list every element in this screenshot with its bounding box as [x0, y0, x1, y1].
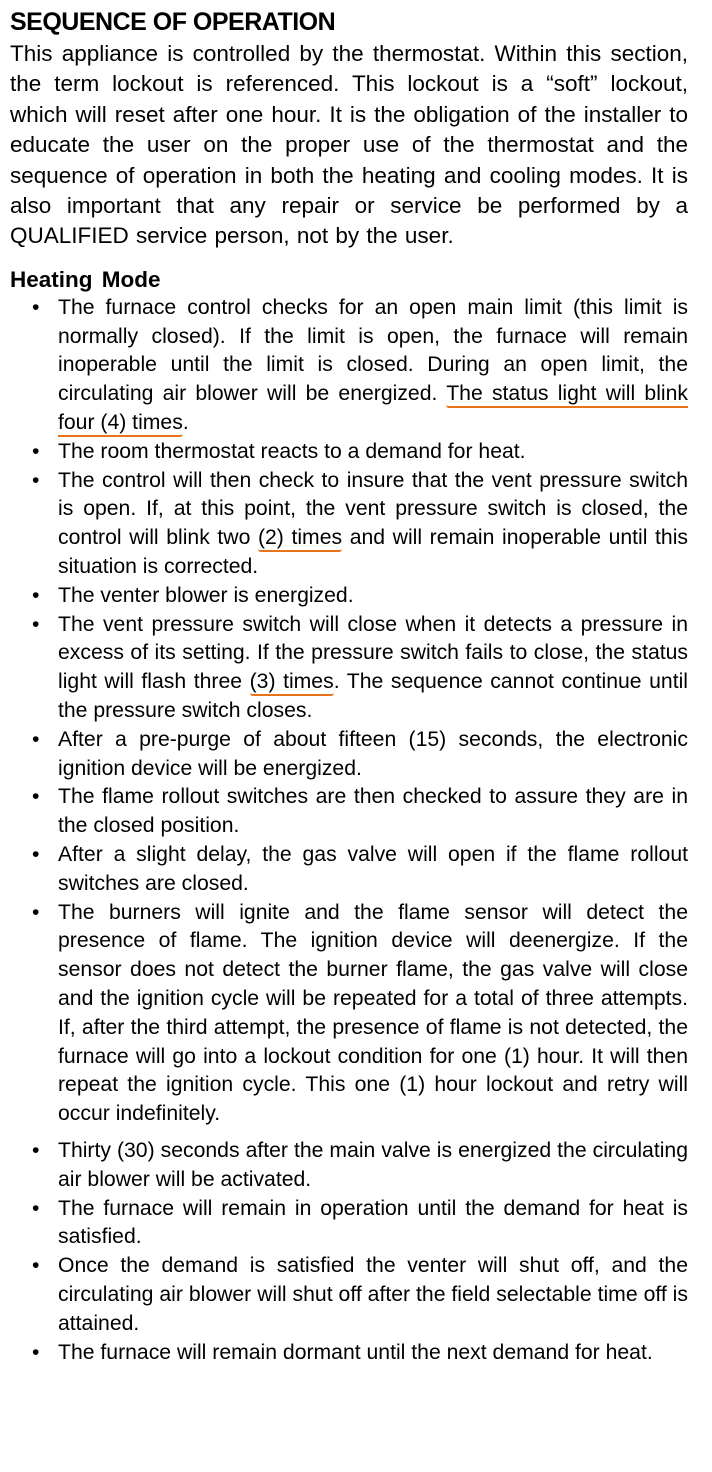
- heating-step-item: [10, 1137, 688, 1195]
- section-title: SEQUENCE OF OPERATION: [10, 8, 336, 36]
- bullet-icon: •: [32, 785, 40, 809]
- heating-step-item: [10, 294, 688, 438]
- step-text-continued: . The sequence cannot continue until the pressure switch closes.: [58, 670, 689, 722]
- bullet-icon: •: [32, 295, 40, 319]
- step-text-continued: and will remain inoperable until this situation is corrected.: [58, 526, 689, 579]
- heating-step-item: [10, 611, 688, 726]
- highlighted-blink-code: The status light will blink four (4) times: [58, 382, 688, 437]
- step-text: Once the demand is satisfied the venter will shut off, and the circulating air blower will shut off after the field selectable time off is attained.: [58, 1254, 688, 1335]
- bullet-icon: •: [32, 1340, 40, 1364]
- heating-step-item: [10, 726, 688, 784]
- bullet-icon: •: [32, 583, 40, 607]
- bullet-icon: •: [32, 1138, 40, 1162]
- heating-step-item: [10, 899, 688, 1129]
- step-text: The burners will ignite and the flame sensor will detect the presence of flame. The ignition device will deenergize. If the sensor does not detect the burner flame, the gas valve will close and the ignition cycle will be repeated for a total of three attempts. If, after the third attempt, the presence of flame is not detected, the furnace will go into a lockout condition for one (1) hour. It will then repeat the ignition cycle. This one (1) hour lockout and retry will occur indefinitely.: [58, 900, 688, 1126]
- bullet-icon: •: [32, 900, 40, 924]
- heating-step-item: [10, 1339, 688, 1368]
- step-text: Thirty (30) seconds after the main valve is energized the circulating air blower will be activated.: [58, 1138, 688, 1191]
- step-text-continued: .: [182, 411, 189, 435]
- intro-paragraph: This appliance is controlled by the thermostat. Within this section, the term lockout is referenced. This lockout is a “soft” lockout, which will reset after one hour. It is the obligation of the installer to educate the user on the proper use of the thermostat and the sequence of operation in both the heating and cooling modes. It is also important that any repair or service be performed by a QUALIFIED service person, not by the user.: [10, 41, 688, 249]
- bullet-icon: •: [32, 1254, 40, 1278]
- step-text: The room thermostat reacts to a demand for heat.: [58, 439, 526, 463]
- heating-step-item: [10, 783, 688, 841]
- step-text: The venter blower is energized.: [58, 583, 354, 607]
- bullet-icon: •: [32, 468, 40, 492]
- highlighted-blink-code: (3) times: [250, 670, 334, 696]
- heating-step-item: [10, 582, 688, 611]
- step-text: The flame rollout switches are then checked to assure they are in the closed position.: [58, 785, 688, 838]
- heating-step-item: [10, 1252, 688, 1338]
- heating-step-item: [10, 1195, 688, 1253]
- heating-step-item: [10, 467, 688, 582]
- bullet-icon: •: [32, 612, 40, 636]
- step-text: The furnace will remain dormant until the next demand for heat.: [58, 1340, 653, 1364]
- highlighted-blink-code: (2) times: [258, 526, 342, 552]
- heating-step-item: [10, 841, 688, 899]
- document-page: [10, 0, 688, 1367]
- heating-mode-steps-list: [10, 294, 688, 1367]
- bullet-icon: •: [32, 727, 40, 751]
- heating-step-item: [10, 438, 688, 467]
- step-text: The furnace control checks for an open main limit (this limit is normally closed). If the limit is open, the furnace will remain inoperable until the limit is closed. During an open limit, the circulating air blower will be energized.: [58, 295, 688, 406]
- step-text: The furnace will remain in operation until the demand for heat is satisfied.: [58, 1196, 688, 1249]
- step-text: After a pre-purge of about fifteen (15) seconds, the electronic ignition device will be energized.: [58, 727, 688, 780]
- bullet-icon: •: [32, 842, 40, 866]
- step-text: After a slight delay, the gas valve will open if the flame rollout switches are closed.: [58, 842, 688, 895]
- bullet-icon: •: [32, 1196, 40, 1220]
- step-text: The control will then check to insure that the vent pressure switch is open. If, at this point, the vent pressure switch is closed, the control will blink two: [58, 468, 688, 550]
- bullet-icon: •: [32, 439, 40, 463]
- step-text: The vent pressure switch will close when it detects a pressure in excess of its setting. If the pressure switch fails to close, the status light will flash three: [58, 612, 688, 694]
- heating-mode-heading: Heating Mode: [10, 266, 161, 292]
